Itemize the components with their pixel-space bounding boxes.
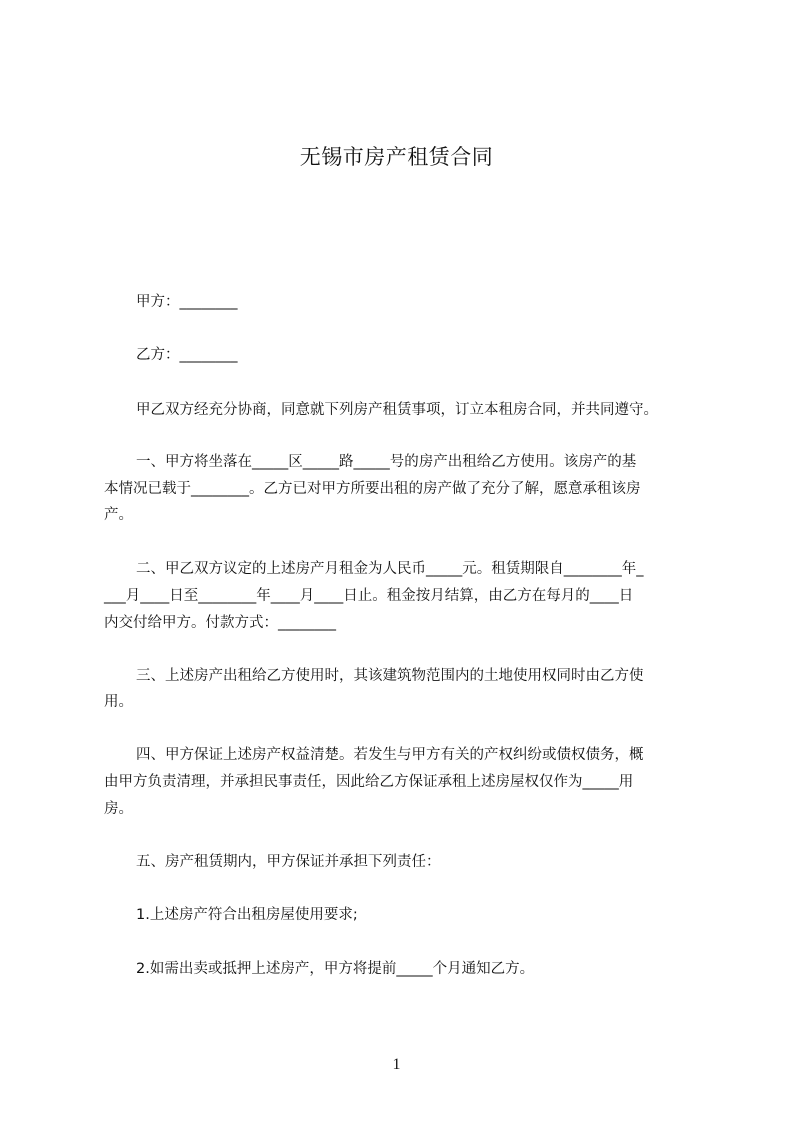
- clause-5-heading: 五、房产租赁期内，甲方保证并承担下列责任：: [136, 854, 441, 870]
- clause-3-line-1: 三、上述房产出租给乙方使用时，其该建筑物范围内的土地使用权同时由乙方使: [136, 668, 644, 684]
- clause-1-line-1: 一、甲方将坐落在_____区_____路_____号的房产出租给乙方使用。该房产的基: [136, 454, 637, 470]
- page-number: 1: [392, 1056, 401, 1073]
- party-a-line: 甲方：________: [136, 294, 238, 310]
- clause-1-line-2: 本情况已载于________。乙方已对甲方所要出租的房产做了充分了解，愿意承租该房: [104, 481, 641, 497]
- clause-4-line-2: 由甲方负责清理，并承担民事责任，因此给乙方保证承租上述房屋权仅作为_____用: [104, 774, 634, 790]
- intro-paragraph: 甲乙双方经充分协商，同意就下列房产租赁事项，订立本租房合同，并共同遵守。: [136, 402, 658, 418]
- clause-5-item-1: 1.上述房产符合出租房屋使用要求;: [136, 907, 358, 923]
- clause-3-line-2: 用。: [104, 694, 133, 710]
- document-title: 无锡市房产租赁合同: [299, 145, 494, 169]
- clause-1-line-3: 产。: [104, 507, 133, 523]
- party-b-line: 乙方：________: [136, 347, 238, 363]
- clause-5-item-2: 2.如需出卖或抵押上述房产，甲方将提前_____个月通知乙方。: [136, 961, 535, 977]
- clause-2-line-1: 二、甲乙双方议定的上述房产月租金为人民币_____元。租赁期限自________年_: [136, 561, 644, 577]
- clause-2-line-3: 内交付给甲方。付款方式：________: [104, 615, 336, 631]
- clause-2-line-2: ___月____日至________年____月____日止。租金按月结算，由乙方在每月的____日: [104, 588, 634, 604]
- clause-4-line-3: 房。: [104, 801, 133, 817]
- clause-4-line-1: 四、甲方保证上述房产权益清楚。若发生与甲方有关的产权纠纷或债权债务，概: [136, 747, 644, 763]
